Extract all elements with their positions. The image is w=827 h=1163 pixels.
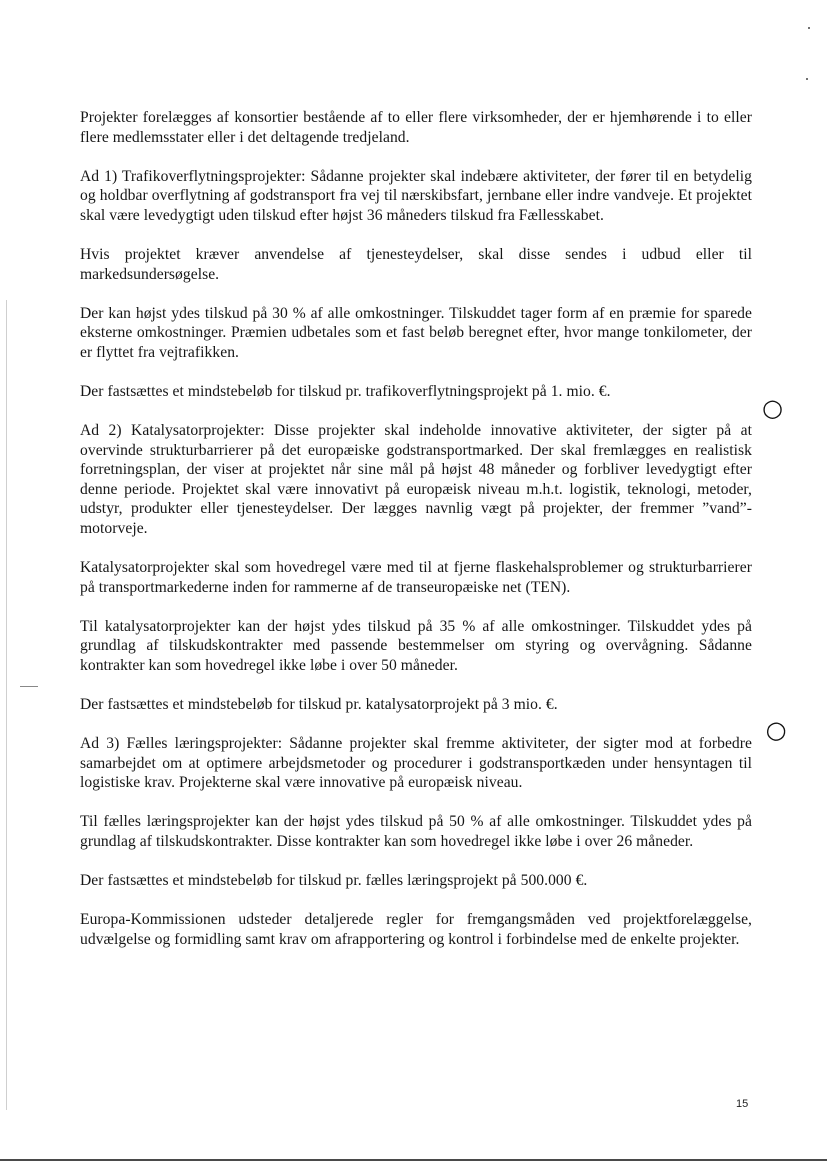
paragraph: Til katalysatorprojekter kan der højst ydes tilskud på 35 % af alle omkostninger. Tilskuddet ydes på grundlag af tilskudskontrakter med passende bestemmelser om styring og overvågning. Sådanne kontrakter kan som hovedregel ikke løbe i over 50 måneder. [80,617,752,674]
paragraph: Ad 1) Trafikoverflytningsprojekter: Sådanne projekter skal indebære aktiviteter, der fører til en betydelig og holdbar overflytning af godstransport fra vej til nærskibsfart, jernbane eller indre vandveje. Et projektet skal være levedygtigt uden tilskud efter højst 36 måneders tilskud fra Fællesskabet. [80,167,752,224]
paragraph: Der fastsættes et mindstebeløb for tilskud pr. fælles læringsprojekt på 500.000 €. [80,872,588,890]
paragraph: Til fælles læringsprojekter kan der højst ydes tilskud på 50 % af alle omkostninger. Tilskuddet ydes på grundlag af tilskudskontrakter. Disse kontrakter kan som hovedregel ikke løbe i over 26 måneder. [80,813,752,851]
paragraph: Der kan højst ydes tilskud på 30 % af alle omkostninger. Tilskuddet tager form af en præmie for sparede eksterne omkostninger. Præmien udbetales som et fast beløb beregnet efter, hvor mange tonkilometer, der er flyttet fra vejtrafikken. [80,304,752,361]
paragraph: Der fastsættes et mindstebeløb for tilskud pr. trafikoverflytningsprojekt på 1. mio. €. [80,382,611,400]
paragraph: Ad 2) Katalysatorprojekter: Disse projekter skal indeholde innovative aktiviteter, der sigter på at overvinde strukturbarrierer på det europæiske godstransportmarked. Der skal fremlægges en realistisk forretningsplan, der viser at projektet når sine mål på højst 48 måneder og forbliver levedygtigt efter denne periode. Projektet skal være innovativt på europæisk niveau m.h.t. logistik, teknologi, metoder, udstyr, produkter eller tjenesteydelser. Der lægges navnlig vægt på projekter, der fremmer ”vand”-motorveje. [80,422,752,537]
document-body [80,108,752,969]
scan-edge-bottom [0,1159,827,1161]
paragraph: Der fastsættes et mindstebeløb for tilskud pr. katalysatorprojekt på 3 mio. €. [80,696,558,714]
punch-hole-icon: ○ [762,394,783,422]
paragraph: Katalysatorprojekter skal som hovedregel være med til at fjerne flaskehalsproblemer og strukturbarrierer på transportmarkederne inden for rammerne af de transeuropæiske net (TEN). [80,559,752,596]
scan-speck [808,27,810,29]
scan-edge-left [6,300,7,1110]
scan-speck [806,78,808,80]
punch-hole-icon: ○ [763,714,790,746]
paragraph: Europa-Kommissionen udsteder detaljerede regler for fremgangsmåden ved projektforelæggelse, udvælgelse og formidling samt krav om afrapportering og kontrol i forbindelse med de enkelte projekter. [80,911,752,948]
paragraph: Hvis projektet kræver anvendelse af tjenesteydelser, skal disse sendes i udbud eller til markedsundersøgelse. [80,245,752,283]
paragraph: Projekter forelægges af konsortier bestående af to eller flere virksomheder, der er hjemhørende i to eller flere medlemsstater eller i det deltagende tredjeland. [80,109,752,146]
scan-margin-mark [20,686,38,687]
page-number: 15 [736,1098,749,1110]
paragraph: Ad 3) Fælles læringsprojekter: Sådanne projekter skal fremme aktiviteter, der sigter mod at forbedre samarbejdet om at optimere arbejdsmetoder og procedurer i godstransportkæden under hensyntagen til logistiske krav. Projekterne skal være innovative på europæisk niveau. [80,735,752,792]
